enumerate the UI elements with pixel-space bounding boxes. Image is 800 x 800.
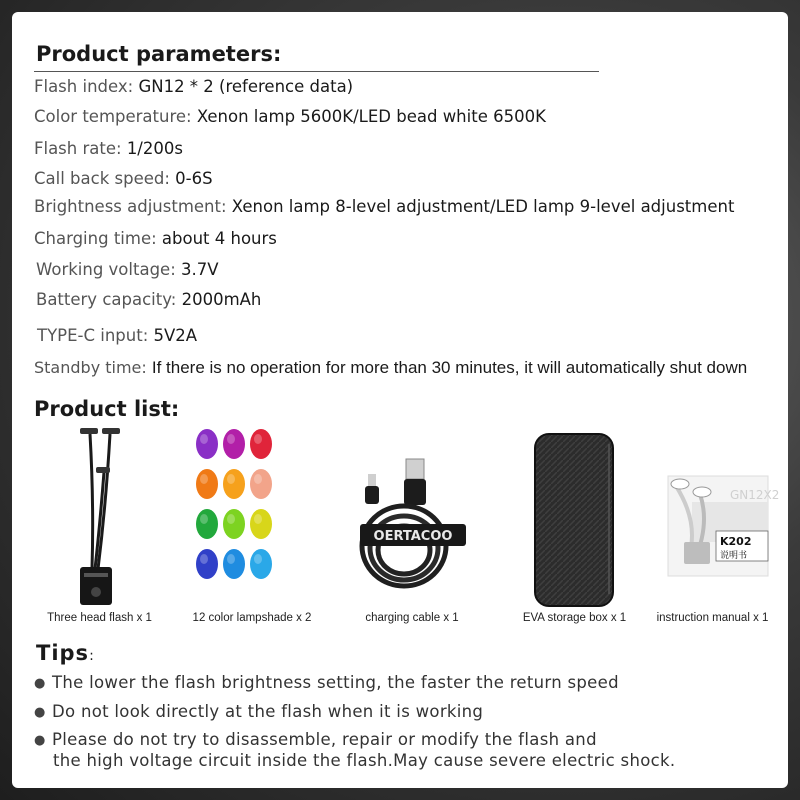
param-charging-time: Charging time: about 4 hours (34, 229, 277, 248)
param-flash-index: Flash index: GN12 * 2 (reference data) (34, 77, 354, 96)
parameters-title: Product parameters: (36, 42, 282, 66)
lampshade-swatch (250, 469, 272, 499)
product-caption: Three head flash x 1 (47, 612, 152, 624)
tip-item: ● Do not look directly at the flash when it is working (34, 702, 484, 721)
manual-gn-text: GN12X2 (730, 488, 780, 502)
lampshade-swatch (223, 549, 245, 579)
cable-brand-text: OERTACOO (373, 529, 453, 544)
param-typec-input: TYPE-C input: 5V2A (37, 326, 198, 345)
lampshade-swatch (250, 549, 272, 579)
lampshade-swatch (196, 469, 218, 499)
lampshade-swatch (196, 549, 218, 579)
product-caption: instruction manual x 1 (656, 612, 769, 624)
lampshade-swatch (223, 509, 245, 539)
param-flash-rate: Flash rate: 1/200s (34, 139, 183, 158)
param-battery-capacity: Battery capacity: 2000mAh (36, 290, 262, 309)
product-caption: charging cable x 1 (365, 612, 459, 624)
lampshade-swatch (223, 429, 245, 459)
param-working-voltage: Working voltage: 3.7V (36, 260, 219, 279)
product-charging-cable (342, 424, 482, 644)
product-caption: 12 color lampshade x 2 (192, 612, 312, 624)
product-three-head-flash (32, 424, 167, 644)
lampshades-image (177, 424, 327, 609)
bullet-icon: ● (34, 676, 46, 691)
manual-sub-text: 说明书 (720, 551, 748, 561)
lampshade-swatch (250, 429, 272, 459)
param-color-temperature: Color temperature: Xenon lamp 5600K/LED bead white 6500K (34, 107, 546, 126)
tips-title: Tips: (36, 641, 95, 665)
product-lampshades (177, 424, 327, 644)
product-manual (640, 424, 785, 644)
product-info-card (12, 12, 788, 788)
bullet-icon: ● (34, 705, 46, 720)
lampshade-swatch (223, 469, 245, 499)
charging-cable-image (342, 424, 482, 609)
param-callback-speed: Call back speed: 0-6S (34, 169, 213, 188)
lampshade-swatch (196, 429, 218, 459)
tip-item-continuation: the high voltage circuit inside the flash.May cause severe electric shock. (53, 751, 676, 770)
eva-box-image (497, 424, 652, 609)
manual-image (640, 424, 785, 609)
lampshade-swatch (250, 509, 272, 539)
manual-model-text: K202 (720, 535, 752, 548)
tip-item: ● Please do not try to disassemble, repair or modify the flash and (34, 730, 597, 749)
bullet-icon: ● (34, 733, 46, 748)
lampshade-swatch (196, 509, 218, 539)
title-divider (34, 71, 599, 72)
param-brightness: Brightness adjustment: Xenon lamp 8-level adjustment/LED lamp 9-level adjustment (34, 197, 735, 216)
product-caption: EVA storage box x 1 (522, 612, 627, 624)
three-head-flash-image (32, 424, 167, 609)
product-eva-box (497, 424, 652, 644)
param-standby-time: Standby time: If there is no operation for more than 30 minutes, it will automatically shut down (34, 358, 748, 377)
tip-item: ● The lower the flash brightness setting, the faster the return speed (34, 673, 619, 692)
product-list-title: Product list: (34, 397, 180, 421)
